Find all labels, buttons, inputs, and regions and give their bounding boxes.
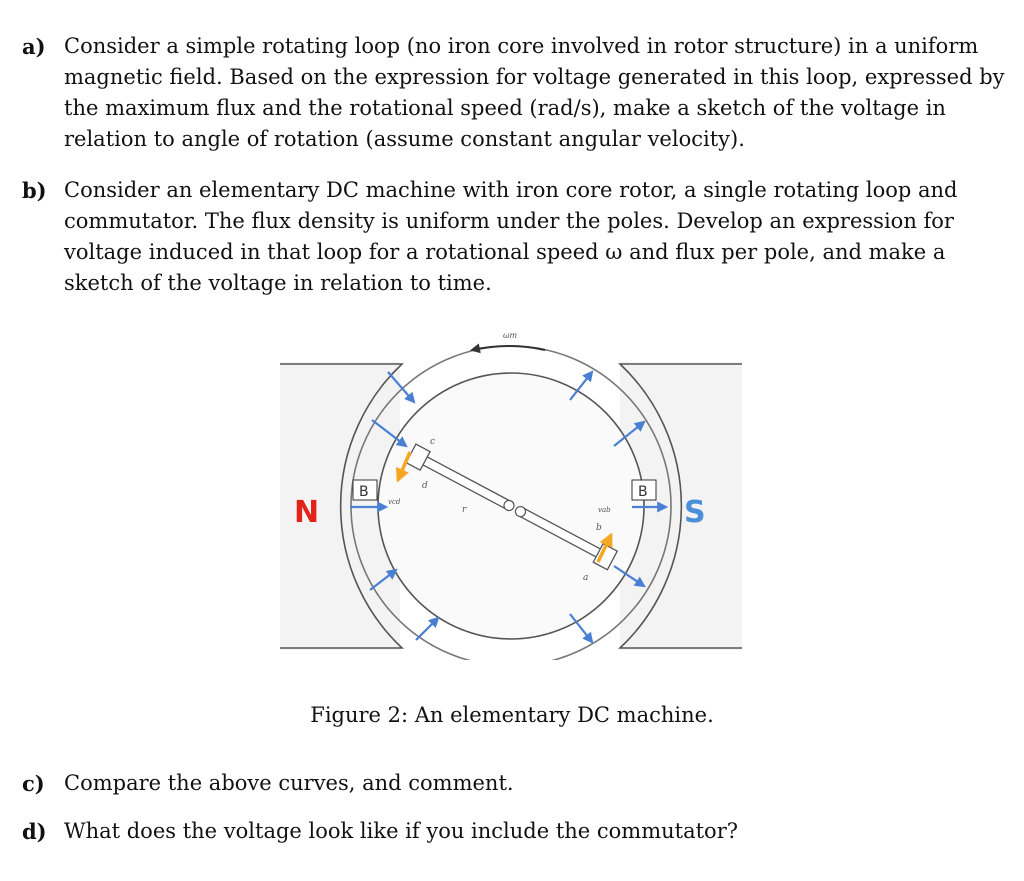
question-label: c) (22, 771, 45, 796)
dc-machine-figure (280, 322, 742, 660)
rotation-arrow (472, 346, 545, 350)
south-pole-label: S (684, 495, 706, 530)
question-label: d) (22, 819, 47, 844)
question-label: b) (22, 178, 47, 203)
omega-label: ωm (503, 331, 518, 340)
label-r: r (462, 505, 467, 515)
question-d (22, 816, 1012, 847)
question-b (22, 175, 1012, 299)
question-text: What does the voltage look like if you include the commutator? (64, 819, 738, 843)
question-text: Consider an elementary DC machine with iron core rotor, a single rotating loop and commutator. The flux density is uniform under the poles. Develop an expression for voltage induced in that loop for a rotational speed ω and flux per pole, and make a sketch of the voltage in relation to time. (64, 178, 958, 295)
question-a (22, 31, 1012, 155)
question-text: Compare the above curves, and comment. (64, 771, 514, 795)
field-label-left: B (359, 484, 369, 500)
question-c (22, 768, 1012, 799)
label-vcd: vcd (388, 498, 401, 506)
field-label-right: B (638, 484, 648, 500)
label-a: a (583, 573, 589, 583)
figure-caption: Figure 2: An elementary DC machine. (310, 703, 714, 727)
north-pole-label: N (294, 495, 320, 530)
label-c: c (430, 437, 436, 447)
label-b: b (596, 523, 602, 533)
label-vab: vab (598, 506, 611, 514)
question-label: a) (22, 34, 46, 59)
question-text: Consider a simple rotating loop (no iron core involved in rotor structure) in a uniform magnetic field. Based on the expression for voltage generated in this loop, expressed by the maximum flux and the rotational speed (rad/s), make a sketch of the voltage in relation to angle of rotation (assume constant angular velocity). (64, 34, 1005, 151)
label-d: d (422, 481, 428, 491)
